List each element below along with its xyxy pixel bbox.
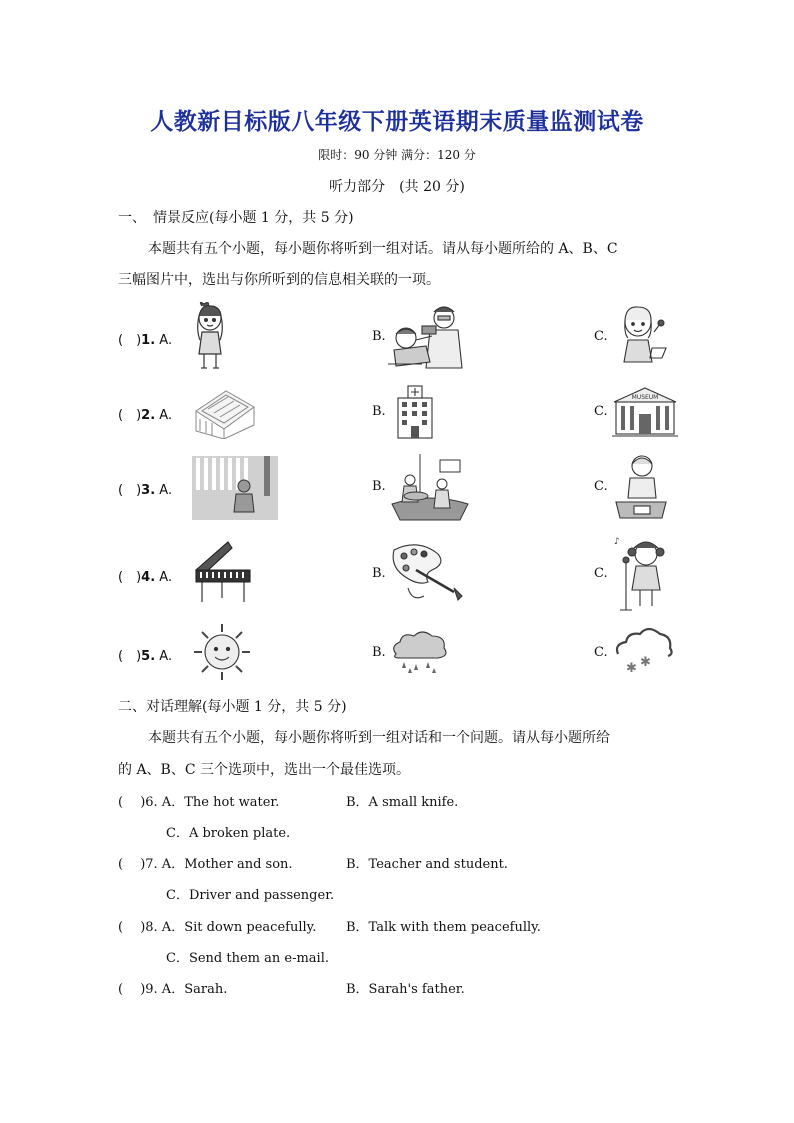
- part1-heading: 一、 情景反应(每小题 1 分，共 5 分): [118, 210, 354, 226]
- question-5: [118, 645, 172, 664]
- option-b-label: B.: [372, 479, 386, 494]
- question-9-option-b: B．Sarah's father.: [346, 982, 465, 997]
- question-number: 4.: [141, 570, 156, 585]
- question-9-option-a: ( )9. A．Sarah.: [118, 982, 228, 997]
- piano-image: [192, 540, 254, 604]
- page-title: 人教新目标版八年级下册英语期末质量监测试卷: [150, 109, 644, 135]
- question-8-option-b: B．Talk with them peacefully.: [346, 920, 541, 935]
- rain-cloud-image: [388, 628, 450, 674]
- option-c-label: C.: [594, 566, 608, 581]
- option-a-label: A.: [159, 570, 173, 585]
- answer-bracket[interactable]: ( ): [118, 570, 142, 585]
- museum-building-image: [612, 386, 678, 438]
- paint-palette-image: [388, 540, 464, 602]
- part2-instruction-line1: 本题共有五个小题，每小题你将听到一组对话和一个问题。请从每小题所给: [148, 730, 610, 746]
- part1-instruction-line1: 本题共有五个小题，每小题你将听到一组对话。请从每小题所给的 A、B、C: [148, 241, 618, 257]
- girl-with-microphone-image: [614, 302, 668, 366]
- question-number: 1.: [141, 333, 156, 348]
- question-6-option-a: ( )6. A．The hot water.: [118, 795, 280, 810]
- question-number: 5.: [141, 649, 156, 664]
- option-a-label: A.: [159, 483, 173, 498]
- question-8-option-a: ( )8. A．Sit down peacefully.: [118, 920, 317, 935]
- question-3: [118, 479, 172, 498]
- answer-bracket[interactable]: ( ): [118, 649, 142, 664]
- girl-singing-image: [612, 534, 666, 614]
- option-c-label: C.: [594, 404, 608, 419]
- option-b-label: B.: [372, 404, 386, 419]
- option-c-label: C.: [594, 645, 608, 660]
- question-number: 2.: [141, 408, 156, 423]
- answer-bracket[interactable]: ( ): [118, 408, 142, 423]
- question-7-option-b: B．Teacher and student.: [346, 857, 508, 872]
- answer-bracket[interactable]: ( ): [118, 333, 142, 348]
- sun-image: [192, 622, 252, 682]
- option-a-label: A.: [159, 333, 173, 348]
- girl-with-bow-image: [190, 300, 230, 372]
- option-a-label: A.: [159, 649, 173, 664]
- listening-section-heading: 听力部分 (共 20 分): [329, 179, 465, 195]
- question-number: 3.: [141, 483, 156, 498]
- option-b-label: B.: [372, 645, 386, 660]
- option-b-label: B.: [372, 329, 386, 344]
- question-7-option-a: ( )7. A．Mother and son.: [118, 857, 293, 872]
- answer-bracket[interactable]: ( ): [118, 483, 142, 498]
- question-6-option-b: B．A small knife.: [346, 795, 459, 810]
- time-score-line: 限时：90 分钟 满分：120 分: [318, 148, 476, 162]
- snowflake-icon: ✱: [640, 655, 651, 670]
- snow-cloud-image: [612, 626, 674, 676]
- stadium-image: [192, 383, 258, 439]
- option-b-label: B.: [372, 566, 386, 581]
- option-a-label: A.: [159, 408, 173, 423]
- part1-instruction-line2: 三幅图片中，选出与你所听到的信息相关联的一项。: [118, 272, 440, 288]
- option-c-label: C.: [594, 479, 608, 494]
- question-6-option-c: C．A broken plate.: [166, 826, 291, 841]
- zebra-crossing-image: [192, 456, 278, 520]
- boy-reading-image: [612, 452, 670, 520]
- people-in-room-image: [390, 452, 470, 522]
- question-7-option-c: C．Driver and passenger.: [166, 888, 335, 903]
- part2-heading: 二、对话理解(每小题 1 分，共 5 分): [118, 699, 347, 715]
- hospital-building-image: [394, 384, 436, 440]
- dentist-with-patient-image: [386, 300, 466, 370]
- question-1: [118, 329, 172, 348]
- question-4: [118, 566, 172, 585]
- museum-sign-text: MUSEUM: [631, 394, 659, 401]
- music-note-icon: ♪: [614, 537, 620, 547]
- question-8-option-c: C．Send them an e-mail.: [166, 951, 329, 966]
- part2-instruction-line2: 的 A、B、C 三个选项中，选出一个最佳选项。: [118, 762, 411, 778]
- question-2: [118, 404, 172, 423]
- snowflake-icon: ✱: [626, 661, 637, 676]
- option-c-label: C.: [594, 329, 608, 344]
